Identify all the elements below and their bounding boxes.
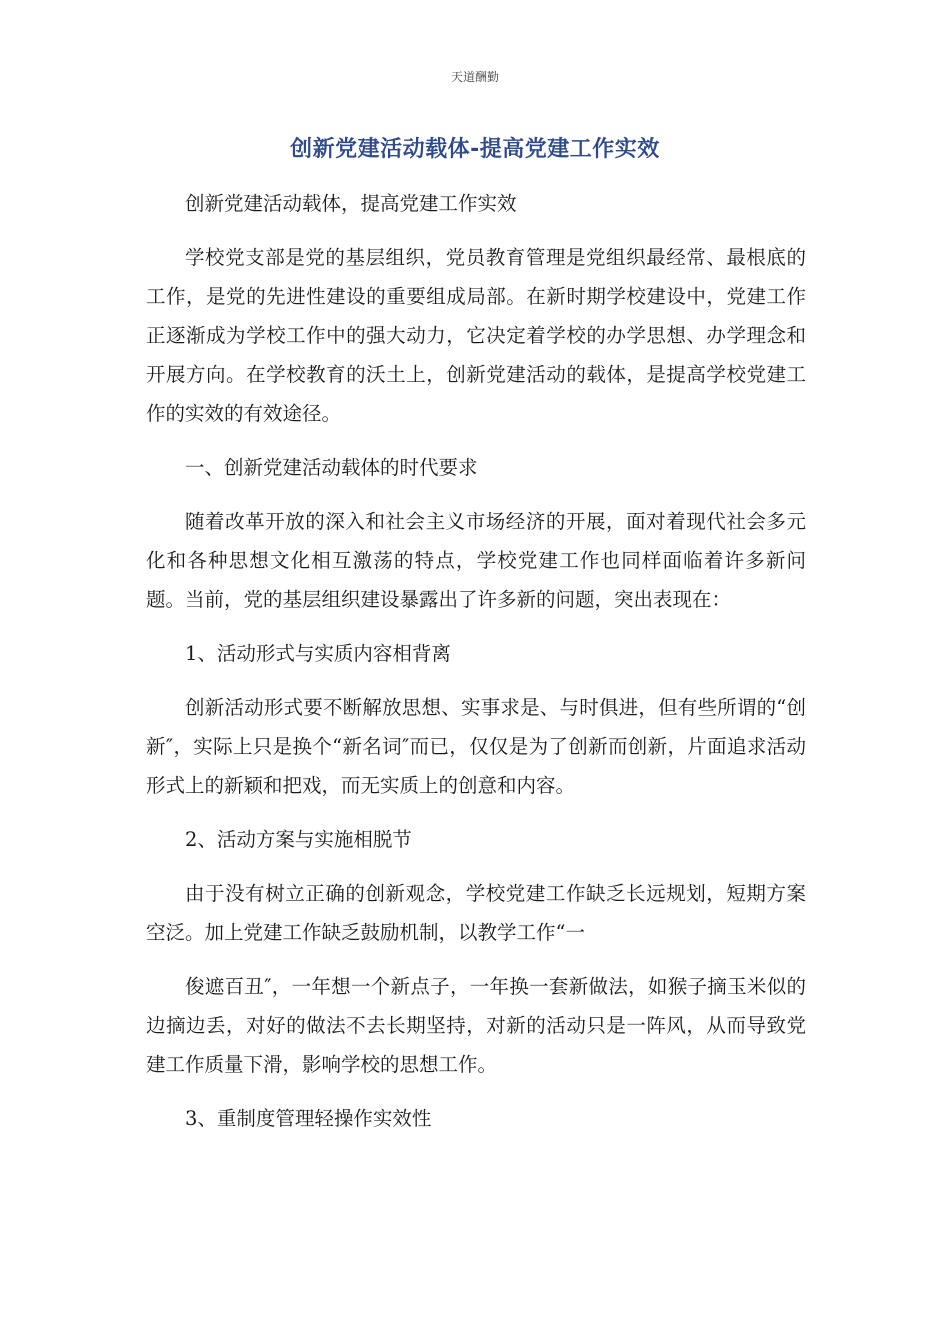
- subsection-heading: 3、重制度管理轻操作实效性: [185, 1107, 432, 1130]
- body-paragraph: 学校党支部是党的基层组织，党员教育管理是党组织最经常、最根底的工作，是党的先进性建设的重要组成局部。在新时期学校建设中，党建工作正逐渐成为学校工作中的强大动力，它决定着学校的办学思想、办学理念和开展方向。在学校教育的沃土上，创新党建活动的载体，是提高学校党建工作的实效的有效途径。: [146, 246, 806, 425]
- document-title: 创新党建活动载体-提高党建工作实效: [290, 137, 660, 162]
- subtitle-paragraph: 创新党建活动载体，提高党建工作实效: [185, 192, 517, 215]
- section-heading: 一、创新党建活动载体的时代要求: [185, 456, 478, 479]
- body-paragraph: 由于没有树立正确的创新观念，学校党建工作缺乏长远规划，短期方案空泛。加上党建工作缺乏鼓励机制，以教学工作“一: [146, 882, 806, 944]
- document-body: [146, 184, 806, 1153]
- subsection-heading: 2、活动方案与实施相脱节: [185, 828, 412, 851]
- body-paragraph: 随着改革开放的深入和社会主义市场经济的开展，面对着现代社会多元化和各种思想文化相互激荡的特点，学校党建工作也同样面临着许多新问题。当前，党的基层组织建设暴露出了许多新的问题，突出表现在：: [146, 510, 806, 611]
- body-paragraph: 俊遮百丑″，一年想一个新点子，一年换一套新做法，如猴子摘玉米似的边摘边丢，对好的做法不去长期坚持，对新的活动只是一阵风，从而导致党建工作质量下滑，影响学校的思想工作。: [146, 975, 806, 1076]
- subsection-heading: 1、活动形式与实质内容相背离: [185, 642, 451, 665]
- page-header: 天道酬勤: [450, 70, 499, 84]
- body-paragraph: 创新活动形式要不断解放思想、实事求是、与时俱进，但有些所谓的“创新″，实际上只是换个“新名词″而已，仅仅是为了创新而创新，片面追求活动形式上的新颖和把戏，而无实质上的创意和内容。: [146, 696, 806, 797]
